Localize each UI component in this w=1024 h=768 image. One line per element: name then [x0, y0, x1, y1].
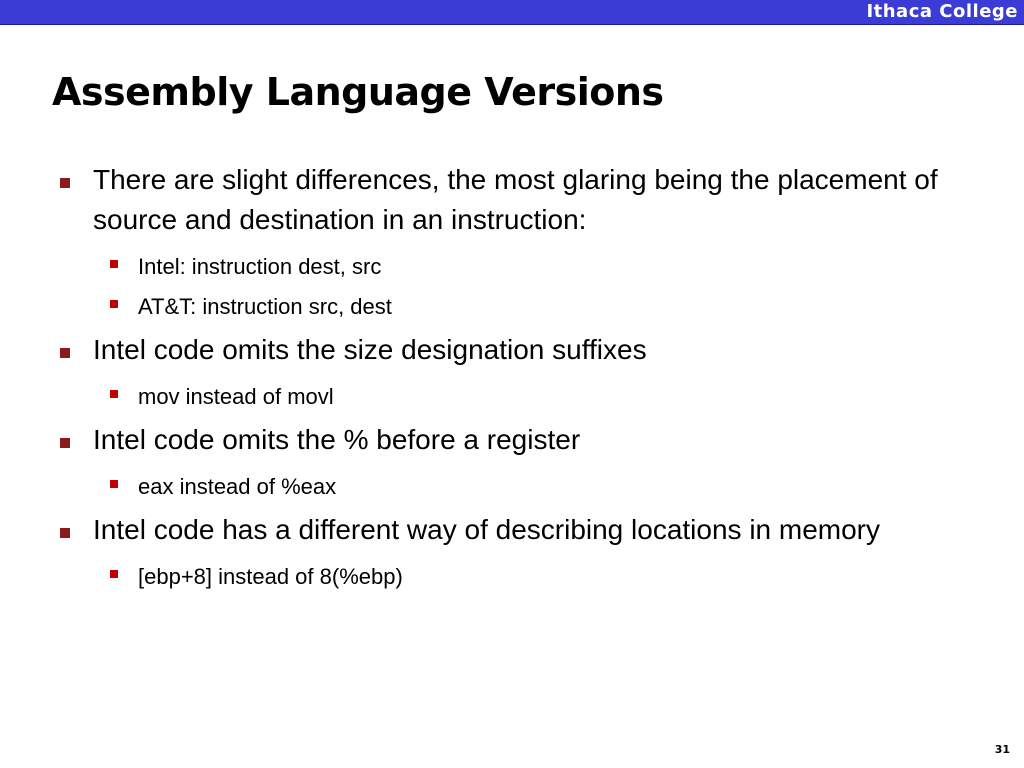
sub-bullet-item — [52, 382, 992, 412]
slide-title: Assembly Language Versions — [52, 70, 664, 114]
bullet-text: Intel code omits the % before a register — [93, 424, 581, 455]
bullet-text: Intel code has a different way of describing locations in memory — [93, 514, 881, 545]
sub-bullet-text: AT&T: instruction src, dest — [138, 294, 392, 319]
sub-bullet-item — [52, 472, 992, 502]
square-bullet-icon — [110, 390, 118, 398]
sub-bullet-item — [52, 252, 992, 282]
sub-bullet-item — [52, 292, 992, 322]
bullet-item — [52, 420, 992, 460]
sub-bullet-text: mov instead of movl — [138, 384, 334, 409]
square-bullet-icon — [60, 348, 70, 358]
page-number: 31 — [994, 743, 1010, 756]
bullet-item — [52, 160, 992, 240]
sub-bullet-text: eax instead of %eax — [138, 474, 337, 499]
header-bar — [0, 0, 1024, 25]
bullet-text: There are slight differences, the most glaring being the placement of source and destination in an instruction: — [93, 164, 938, 235]
square-bullet-icon — [110, 570, 118, 578]
sub-bullet-item — [52, 562, 992, 592]
square-bullet-icon — [60, 528, 70, 538]
square-bullet-icon — [110, 480, 118, 488]
sub-bullet-text: [ebp+8] instead of 8(%ebp) — [138, 564, 403, 589]
sub-bullet-text: Intel: instruction dest, src — [138, 254, 382, 279]
bullet-item — [52, 510, 992, 550]
square-bullet-icon — [60, 178, 70, 188]
ithaca-college-logo: Ithaca College — [866, 1, 1018, 22]
slide-content — [52, 160, 992, 592]
square-bullet-icon — [60, 438, 70, 448]
square-bullet-icon — [110, 300, 118, 308]
bullet-text: Intel code omits the size designation suffixes — [93, 334, 647, 365]
bullet-item — [52, 330, 992, 370]
square-bullet-icon — [110, 260, 118, 268]
